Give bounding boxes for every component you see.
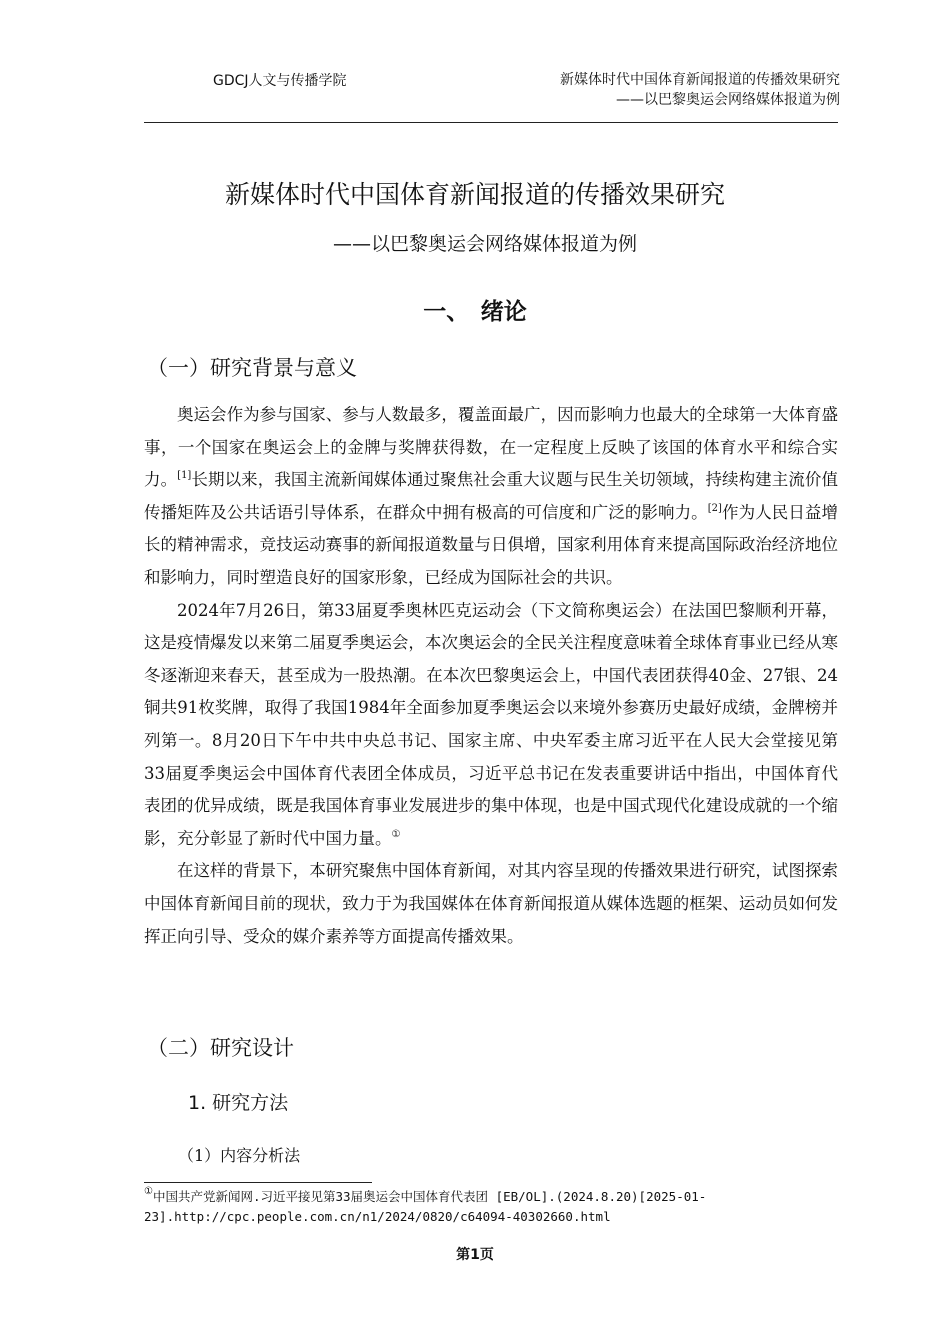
paper-title: 新媒体时代中国体育新闻报道的传播效果研究: [224, 180, 725, 209]
subsubsection-heading-content-analysis: （1）内容分析法: [178, 1146, 301, 1165]
section-heading-background: （一）研究背景与意义: [147, 356, 357, 380]
header-divider: [144, 122, 838, 123]
section-body-background: [144, 399, 838, 953]
footnote-text: 中国共产党新闻网.习近平接见第33届奥运会中国体育代表团 [EB/OL].(2024.8.20)[2025-01-23].http://cpc.people.com.cn/n1/2024/0820/c64094-40302660.html: [144, 1189, 707, 1224]
paper-subtitle: ——以巴黎奥运会网络媒体报道为例: [333, 233, 638, 255]
citation-ref-1: [1]: [177, 470, 192, 482]
paragraph-1: [144, 399, 838, 595]
footnote: [144, 1187, 838, 1227]
citation-ref-2: [2]: [707, 502, 722, 514]
paragraph-1-part-c: 作为人民日益增长的精神需求，竞技运动赛事的新闻报道数量与日俱增，国家利用体育来提高国际政治经济地位和影响力，同时塑造良好的国家形象，已经成为国际社会的共识。: [144, 502, 839, 587]
footnote-marker: ①: [391, 828, 401, 840]
chapter-heading: 一、 绪论: [423, 299, 527, 325]
header-right-title: [560, 70, 840, 110]
paragraph-1-part-b: 长期以来，我国主流新闻媒体通过聚焦社会重大议题与民生关切领域，持续构建主流价值传播矩阵及公共话语引导体系，在群众中拥有极高的可信度和广泛的影响力。: [144, 470, 839, 522]
footnote-mark: ①: [144, 1186, 153, 1197]
paragraph-2-text: 2024年7月26日，第33届夏季奥林匹克运动会（下文简称奥运会）在法国巴黎顺利开幕，这是疫情爆发以来第二届夏季奥运会，本次奥运会的全民关注程度意味着全球体育事业已经从寒冬逐渐迎来春天，甚至成为一股热潮。在本次巴黎奥运会上，中国代表团获得40金、27银、24铜共91枚奖牌，取得了我国1984年全面参加夏季奥运会以来境外参赛历史最好成绩，金牌榜并列第一。8月20日下午中共中央总书记、国家主席、中央军委主席习近平在人民大会堂接见第33届夏季奥运会中国体育代表团全体成员，习近平总书记在发表重要讲话中指出，中国体育代表团的优异成绩，既是我国体育事业发展进步的集中体现，也是中国式现代化建设成就的一个缩影，充分彰显了新时代中国力量。: [144, 600, 838, 848]
paragraph-1-part-a: 奥运会作为参与国家、参与人数最多，覆盖面最广，因而影响力也最大的全球第一大体育盛事，一个国家在奥运会上的金牌与奖牌获得数，在一定程度上反映了该国的体育水平和综合实力。: [144, 405, 838, 490]
footnote-divider: [144, 1182, 372, 1183]
paragraph-2: [144, 595, 838, 856]
paragraph-3: 在这样的背景下，本研究聚焦中国体育新闻，对其内容呈现的传播效果进行研究，试图探索中国体育新闻目前的现状，致力于为我国媒体在体育新闻报道从媒体选题的框架、运动员如何发挥正向引导、受众的媒介素养等方面提高传播效果。: [144, 861, 838, 946]
header-left-institution: GDCJ人文与传播学院: [213, 73, 347, 89]
header-right-line2: ——以巴黎奥运会网络媒体报道为例: [616, 92, 840, 108]
header-right-line1: 新媒体时代中国体育新闻报道的传播效果研究: [560, 72, 840, 88]
section-heading-design: （二）研究设计: [147, 1036, 294, 1060]
subsection-heading-method: 1. 研究方法: [188, 1092, 289, 1114]
page-number: 第1页: [456, 1247, 494, 1263]
